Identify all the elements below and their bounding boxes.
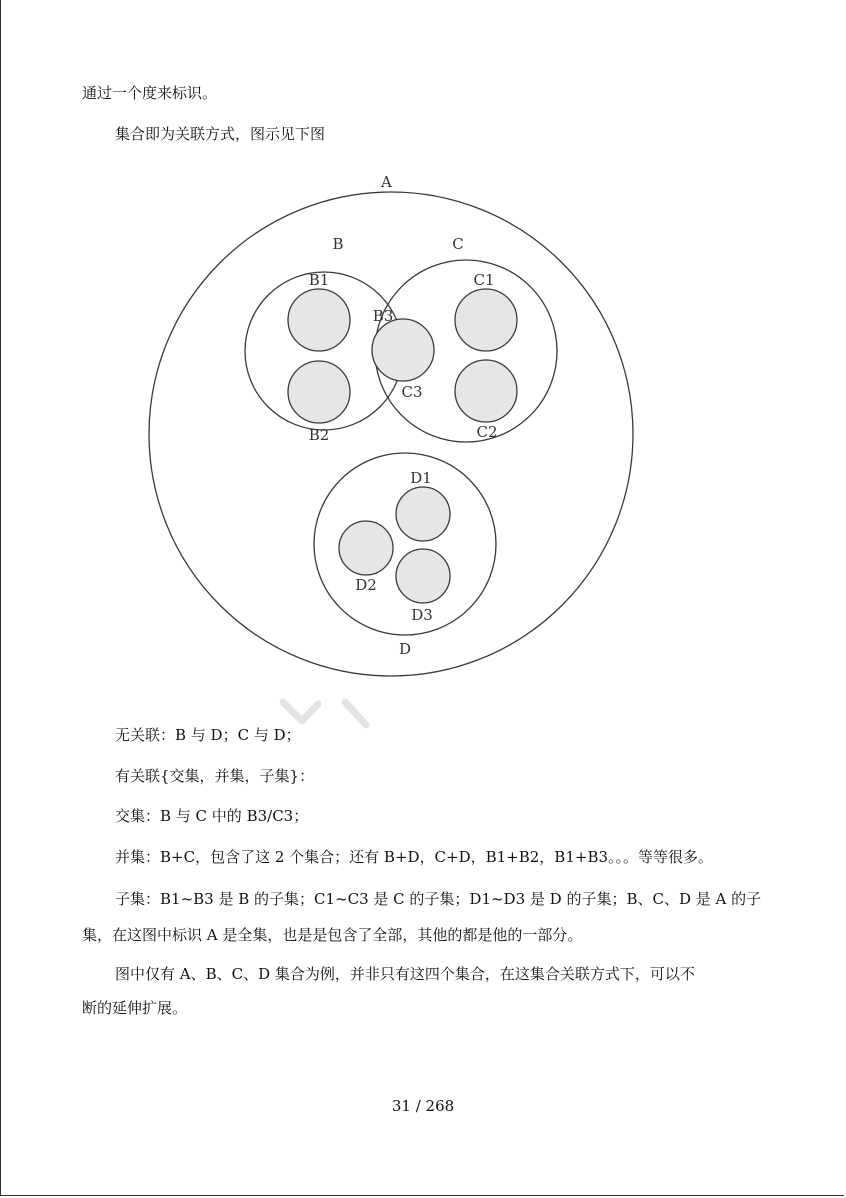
- set-d3-label: D3: [411, 606, 433, 624]
- subset-text-line2: 集，在这图中标识 A 是全集，也是是包含了全部，其他的都是他的一部分。: [82, 926, 583, 944]
- set-c2-label: C2: [476, 423, 498, 441]
- watermark: [283, 702, 366, 725]
- set-intro-text: 集合即为关联方式，图示见下图: [115, 125, 326, 143]
- set-c3-label: C3: [401, 383, 423, 401]
- intersection-text: 交集：B 与 C 中的 B3/C3；: [115, 807, 309, 825]
- set-c2-circle: [455, 360, 517, 422]
- set-b3-label: B3: [372, 307, 394, 325]
- intro-tail-text: 通过一个度来标识。: [82, 84, 218, 102]
- set-b-label: B: [332, 235, 344, 253]
- subset-text-line1: 子集：B1~B3 是 B 的子集；C1~C3 是 C 的子集；D1~D3 是 D 的子集；B、C、D 是 A 的子: [115, 890, 762, 908]
- set-d1-circle: [396, 487, 450, 541]
- set-d2-circle: [339, 521, 393, 575]
- set-c1-circle: [455, 289, 517, 351]
- union-text: 并集：B+C，包含了这 2 个集合；还有 B+D，C+D，B1+B2，B1+B3。。。等等很多。: [115, 848, 714, 866]
- set-d2-label: D2: [355, 576, 377, 594]
- set-d3-circle: [396, 549, 450, 603]
- example-text-line2: 断的延伸扩展。: [82, 999, 188, 1017]
- set-c1-label: C1: [473, 271, 495, 289]
- set-b1-label: B1: [308, 271, 330, 289]
- set-a-circle: [149, 192, 633, 676]
- set-b3-c3-circle: [372, 319, 434, 381]
- no-relation-text: 无关联：B 与 D；C 与 D；: [115, 726, 301, 744]
- has-relation-text: 有关联{交集，并集，子集}：: [115, 767, 315, 785]
- set-d1-label: D1: [410, 469, 432, 487]
- set-a-label: A: [381, 173, 392, 191]
- set-b1-circle: [288, 289, 350, 351]
- set-c-label: C: [452, 235, 464, 253]
- set-d-label: D: [398, 640, 412, 658]
- example-text-line1: 图中仅有 A、B、C、D 集合为例，并非只有这四个集合，在这集合关联方式下，可以不: [115, 965, 695, 983]
- set-b2-label: B2: [308, 426, 330, 444]
- page-number: 31 / 268: [391, 1097, 455, 1115]
- set-b2-circle: [288, 361, 350, 423]
